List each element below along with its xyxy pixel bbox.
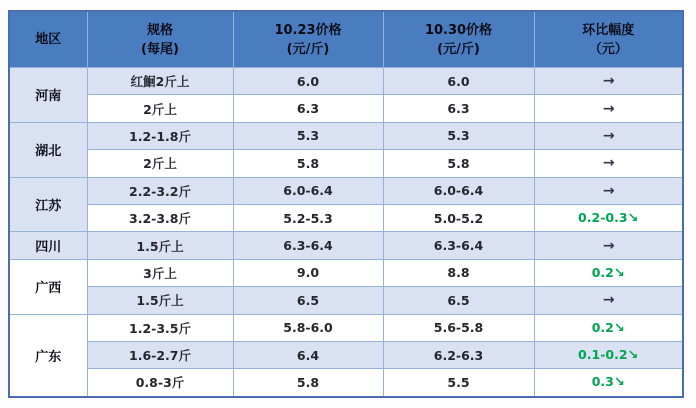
table-row: [9, 232, 683, 259]
region-cell: 河南: [9, 68, 87, 123]
price-1023-cell: 6.0-6.4: [233, 177, 383, 204]
change-value: 0.3: [591, 374, 614, 390]
flat-arrow-icon: →: [602, 155, 614, 172]
region-cell: 广东: [9, 314, 87, 397]
header-region-label: 地区: [35, 32, 62, 47]
price-1030-cell: 5.6-5.8: [383, 314, 534, 341]
table-row: [9, 68, 683, 95]
price-1023-cell: 6.5: [233, 287, 383, 314]
spec-cell: 红鮰2斤上: [87, 68, 233, 95]
price-1023-cell: 6.3: [233, 95, 383, 122]
spec-cell: 2斤上: [87, 150, 233, 177]
spec-cell: 1.2-1.8斤: [87, 122, 233, 149]
price-1023-cell: 9.0: [233, 259, 383, 286]
price-table-header: [9, 11, 683, 68]
table-row: [9, 341, 683, 368]
flat-arrow-icon: →: [602, 237, 614, 254]
flat-arrow-icon: →: [602, 292, 614, 309]
table-row: [9, 95, 683, 122]
change-cell: [534, 259, 683, 286]
price-1023-cell: 6.0: [233, 68, 383, 95]
table-row: [9, 177, 683, 204]
table-row: [9, 122, 683, 149]
spec-cell: 2斤上: [87, 95, 233, 122]
price-1030-cell: 6.2-6.3: [383, 341, 534, 368]
price-1023-cell: 5.3: [233, 122, 383, 149]
price-1030-cell: 8.8: [383, 259, 534, 286]
table-row: [9, 204, 683, 231]
price-1023-cell: 5.8-6.0: [233, 314, 383, 341]
change-value: 0.1-0.2: [578, 347, 628, 363]
region-cell: 江苏: [9, 177, 87, 232]
flat-arrow-icon: →: [602, 182, 614, 199]
change-cell: [534, 95, 683, 122]
spec-cell: 2.2-3.2斤: [87, 177, 233, 204]
flat-arrow-icon: →: [602, 127, 614, 144]
price-table-body: [9, 68, 683, 397]
price-1030-cell: 6.3: [383, 95, 534, 122]
spec-cell: 1.2-3.5斤: [87, 314, 233, 341]
change-cell: [534, 150, 683, 177]
region-cell: 湖北: [9, 122, 87, 177]
change-value: 0.2: [591, 264, 614, 280]
flat-arrow-icon: →: [602, 73, 614, 90]
price-1023-cell: 6.3-6.4: [233, 232, 383, 259]
spec-cell: 1.6-2.7斤: [87, 341, 233, 368]
spec-cell: 3斤上: [87, 259, 233, 286]
header-row: [9, 11, 683, 68]
change-cell: [534, 68, 683, 95]
price-1030-cell: 6.0-6.4: [383, 177, 534, 204]
down-arrow-icon: ↘: [627, 348, 639, 364]
header-price-1023: 10.23价格 (元/斤): [233, 11, 383, 68]
change-cell: [534, 314, 683, 341]
price-1030-cell: 5.8: [383, 150, 534, 177]
price-1030-cell: 5.0-5.2: [383, 204, 534, 231]
spec-cell: 3.2-3.8斤: [87, 204, 233, 231]
change-cell: [534, 204, 683, 231]
header-change: 环比幅度 （元）: [534, 11, 683, 68]
down-arrow-icon: ↘: [613, 320, 625, 336]
price-1030-cell: 6.5: [383, 287, 534, 314]
price-1030-cell: 5.3: [383, 122, 534, 149]
change-cell: [534, 122, 683, 149]
change-cell: [534, 177, 683, 204]
header-price-1030: 10.30价格 (元/斤): [383, 11, 534, 68]
price-1030-cell: 6.0: [383, 68, 534, 95]
spec-cell: 0.8-3斤: [87, 369, 233, 397]
change-value: 0.2: [591, 319, 614, 335]
price-1023-cell: 5.2-5.3: [233, 204, 383, 231]
change-cell: [534, 287, 683, 314]
fish-price-table: [8, 10, 684, 398]
spec-cell: 1.5斤上: [87, 287, 233, 314]
down-arrow-icon: ↘: [613, 265, 625, 281]
table-row: [9, 369, 683, 397]
table-row: [9, 287, 683, 314]
table-row: [9, 150, 683, 177]
header-region: [9, 11, 87, 68]
header-spec: 规格 (每尾): [87, 11, 233, 68]
change-cell: [534, 369, 683, 397]
table-row: [9, 259, 683, 286]
table-row: [9, 314, 683, 341]
change-cell: [534, 232, 683, 259]
down-arrow-icon: ↘: [627, 211, 639, 227]
price-1030-cell: 5.5: [383, 369, 534, 397]
price-1030-cell: 6.3-6.4: [383, 232, 534, 259]
region-cell: 四川: [9, 232, 87, 259]
change-value: 0.2-0.3: [578, 210, 628, 226]
flat-arrow-icon: →: [602, 100, 614, 117]
price-1023-cell: 5.8: [233, 150, 383, 177]
price-1023-cell: 5.8: [233, 369, 383, 397]
change-cell: [534, 341, 683, 368]
down-arrow-icon: ↘: [613, 375, 625, 391]
spec-cell: 1.5斤上: [87, 232, 233, 259]
price-1023-cell: 6.4: [233, 341, 383, 368]
region-cell: 广西: [9, 259, 87, 314]
